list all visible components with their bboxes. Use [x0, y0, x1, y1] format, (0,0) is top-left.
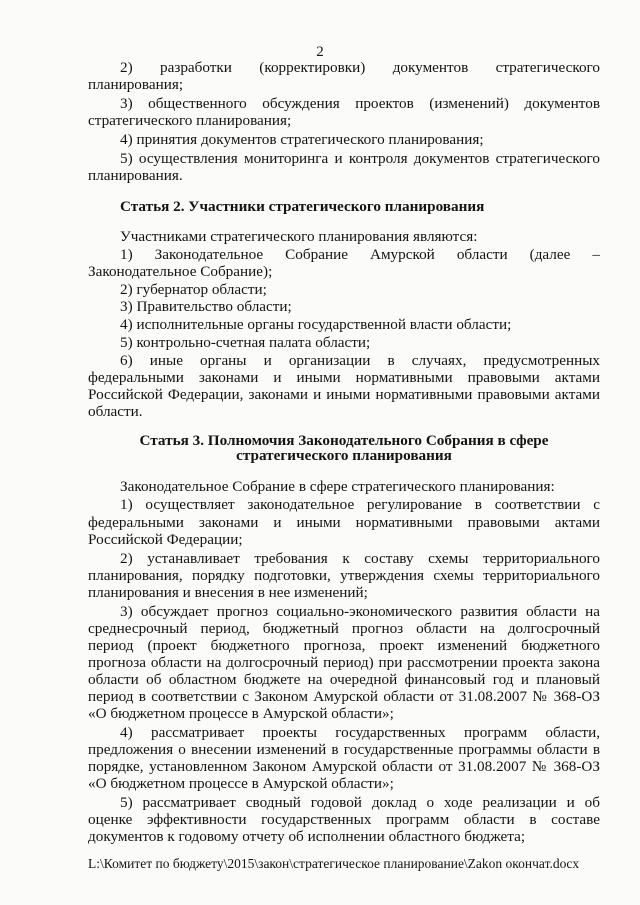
- text-line: прогноза области на долгосрочный период) при рассмотрении проекта закона: [88, 654, 600, 671]
- text-line: федеральными законами и иными нормативными правовыми актами: [88, 514, 600, 531]
- text-line: области об областном бюджете на очередной финансовый год и плановый: [88, 671, 600, 688]
- text-line: «О бюджетном процессе в Амурской области»;: [88, 705, 394, 722]
- text-line: 4) исполнительные органы государственной власти области;: [120, 316, 512, 333]
- text-line: предложения о внесении изменений в государственные программы области в: [88, 741, 600, 758]
- text-line: Законодательное Собрание в сфере стратегического планирования:: [120, 478, 555, 495]
- text-line: 6) иные органы и организации в случаях, предусмотренных: [120, 352, 600, 369]
- text-line: планирования, порядку подготовки, утверждения схемы территориального: [88, 567, 600, 584]
- page-number: 2: [316, 44, 324, 60]
- text-line: 2) разработки (корректировки) документов стратегического: [120, 59, 600, 76]
- file-path-footer: L:\Комитет по бюджету\2015\закон\стратегическое планирование\Zakon окончат.docx: [88, 856, 580, 871]
- text-line: Участниками стратегического планирования являются:: [120, 228, 478, 245]
- text-line: среднесрочный период, бюджетный прогноз области на долгосрочный: [88, 620, 600, 637]
- text-line: федеральными законами и иными нормативными правовыми актами: [88, 369, 600, 386]
- text-line: 4) принятия документов стратегического планирования;: [120, 131, 484, 148]
- text-line: Российской Федерации, законами и иными нормативными правовыми актами: [88, 386, 600, 403]
- text-line: планирования.: [88, 167, 183, 184]
- article-3-heading: Статья 3. Полномочия Законодательного Собрания в сфере: [139, 432, 549, 449]
- text-line: период в соответствии с Законом Амурской области от 31.08.2007 № 368-ОЗ: [88, 688, 600, 705]
- article-3-heading-cont: стратегического планирования: [236, 447, 452, 464]
- text-line: Российской Федерации;: [88, 531, 243, 548]
- text-line: 5) осуществления мониторинга и контроля документов стратегического: [120, 150, 600, 167]
- text-line: планирования;: [88, 76, 184, 93]
- text-line: 2) устанавливает требования к составу схемы территориального: [120, 550, 600, 567]
- text-line: «О бюджетном процессе в Амурской области»;: [88, 775, 394, 792]
- text-line: 3) обсуждает прогноз социально-экономического развития области на: [120, 603, 600, 620]
- text-line: 4) рассматривает проекты государственных программ области,: [120, 724, 600, 741]
- text-line: 3) Правительство области;: [120, 298, 292, 315]
- text-line: порядке, установленном Законом Амурской области от 31.08.2007 № 368-ОЗ: [88, 758, 600, 775]
- text-line: Законодательное Собрание);: [88, 263, 273, 280]
- text-line: 5) рассматривает сводный годовой доклад о ходе реализации и об: [120, 794, 600, 811]
- text-line: 1) Законодательное Собрание Амурской области (далее –: [120, 246, 600, 263]
- text-line: 3) общественного обсуждения проектов (изменений) документов: [120, 95, 600, 112]
- article-2-heading: Статья 2. Участники стратегического планирования: [120, 198, 485, 215]
- text-line: стратегического планирования;: [88, 112, 292, 129]
- text-line: документов к годовому отчету об исполнении областного бюджета;: [88, 828, 526, 845]
- text-line: период (проект бюджетного прогноза, проект изменений бюджетного: [88, 637, 600, 654]
- text-line: планирования и внесения в нее изменений;: [88, 584, 368, 601]
- text-line: 5) контрольно-счетная палата области;: [120, 334, 371, 351]
- text-line: области.: [88, 403, 143, 420]
- text-line: 1) осуществляет законодательное регулирование в соответствии с: [120, 496, 600, 513]
- text-line: оценке эффективности государственных программ области в составе: [88, 811, 600, 828]
- text-line: 2) губернатор области;: [120, 281, 267, 298]
